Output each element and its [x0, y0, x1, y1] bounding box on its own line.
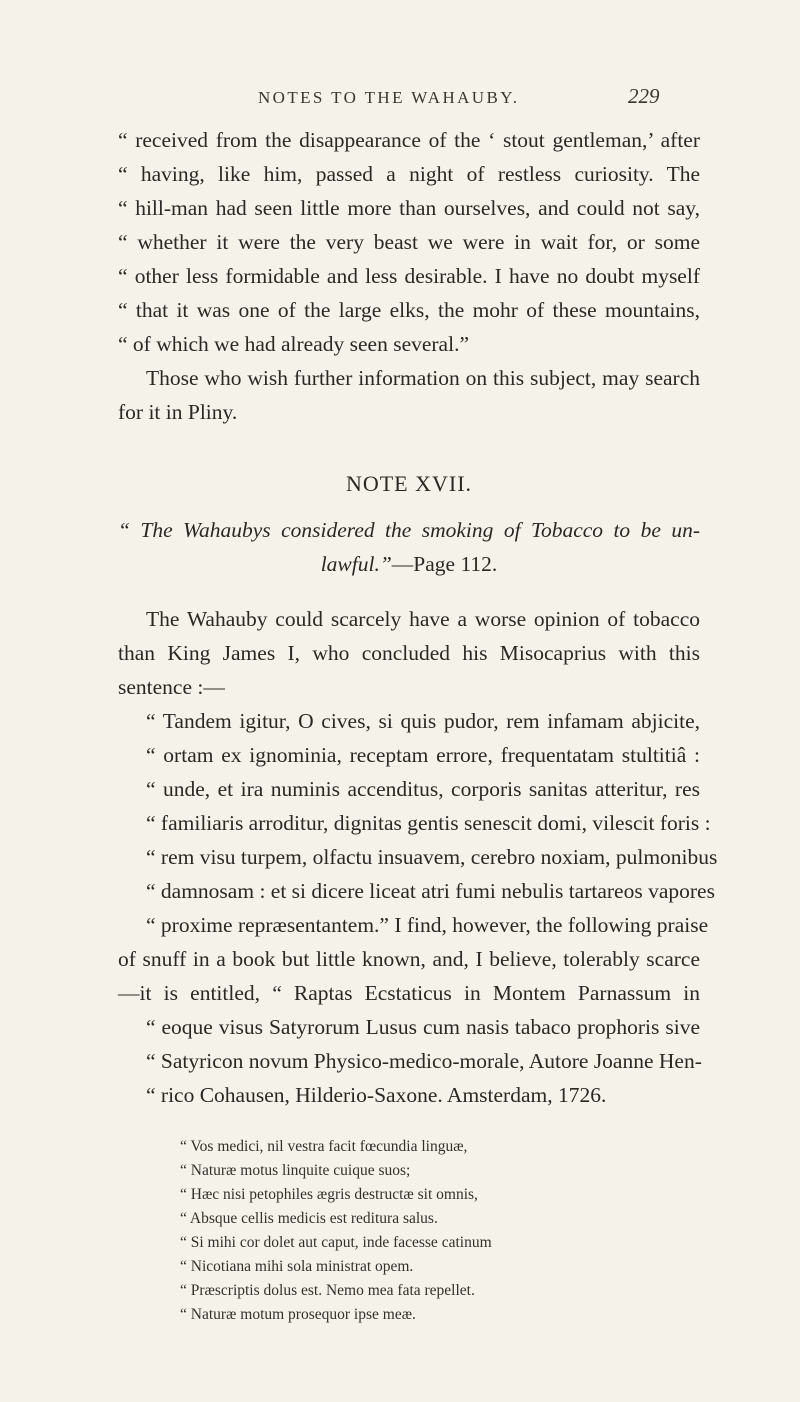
note-title-line: [118, 547, 700, 581]
verse-line: “ Præscriptis dolus est. Nemo mea fata repellet.: [180, 1282, 475, 1299]
note-heading: NOTE XVII.: [345, 471, 473, 496]
verse-line: “ Nicotiana mihi sola ministrat opem.: [180, 1258, 414, 1275]
quote-line: “ other less formidable and less desirable. I have no doubt myself: [118, 264, 700, 288]
running-head: NOTES TO THE WAHAUBY.: [258, 88, 520, 107]
body-line: “ Satyricon novum Physico-medico-morale, Autore Joanne Hen-: [146, 1049, 702, 1073]
verse-line: “ Absque cellis medicis est reditura salus.: [180, 1210, 438, 1227]
quote-line: “ whether it were the very beast we were in wait for, or some: [118, 230, 700, 254]
body-line: “ proxime repræsentantem.” I find, however, the following praise: [146, 913, 709, 937]
body-line: “ rem visu turpem, olfactu insuavem, cerebro noxiam, pulmonibus: [146, 845, 718, 869]
body-line: “ damnosam : et si dicere liceat atri fumi nebulis tartareos vapores: [146, 879, 715, 903]
body-line: of snuff in a book but little known, and, I believe, tolerably scarce: [118, 947, 700, 971]
verse-line: “ Naturæ motum prosequor ipse meæ.: [180, 1306, 416, 1323]
note-title-line: “ The Wahaubys considered the smoking of Tobacco to be un-: [118, 518, 700, 542]
body-line: “ ortam ex ignominia, receptam errore, frequentatam stultitiâ :: [146, 743, 700, 767]
quote-line: “ having, like him, passed a night of restless curiosity. The: [118, 162, 700, 186]
paragraph-line: Those who wish further information on this subject, may search: [146, 366, 700, 390]
quote-line: “ hill-man had seen little more than ourselves, and could not say,: [118, 196, 700, 220]
note-page-reference: —Page 112.: [391, 552, 498, 576]
body-line: than King James I, who concluded his Misocaprius with this: [118, 641, 700, 665]
body-line: “ eoque visus Satyrorum Lusus cum nasis tabaco prophoris sive: [146, 1015, 700, 1039]
body-line: “ unde, et ira numinis accenditus, corporis sanitas atteritur, res: [146, 777, 700, 801]
body-line: —it is entitled, “ Raptas Ecstaticus in Montem Parnassum in: [118, 981, 700, 1005]
quote-line: “ that it was one of the large elks, the mohr of these mountains,: [118, 298, 700, 322]
verse-line: “ Hæc nisi petophiles ægris destructæ sit omnis,: [180, 1186, 478, 1203]
note-title-italic: lawful.”: [320, 552, 392, 576]
paragraph-line: for it in Pliny.: [118, 400, 238, 424]
body-line: “ Tandem igitur, O cives, si quis pudor, rem infamam abjicite,: [146, 709, 700, 733]
page-number: 229: [628, 84, 660, 108]
verse-line: “ Vos medici, nil vestra facit fœcundia linguæ,: [180, 1138, 468, 1155]
verse-line: “ Naturæ motus linquite cuique suos;: [180, 1162, 411, 1179]
quote-line: “ received from the disappearance of the ‘ stout gentleman,’ after: [118, 128, 700, 152]
body-line: sentence :—: [118, 675, 225, 699]
verse-line: “ Si mihi cor dolet aut caput, inde facesse catinum: [180, 1234, 492, 1251]
body-line: “ familiaris arroditur, dignitas gentis senescit domi, vilescit foris :: [146, 811, 711, 835]
body-line: The Wahauby could scarcely have a worse opinion of tobacco: [146, 607, 700, 631]
quote-line: “ of which we had already seen several.”: [118, 332, 469, 356]
body-line: “ rico Cohausen, Hilderio-Saxone. Amsterdam, 1726.: [146, 1083, 607, 1107]
